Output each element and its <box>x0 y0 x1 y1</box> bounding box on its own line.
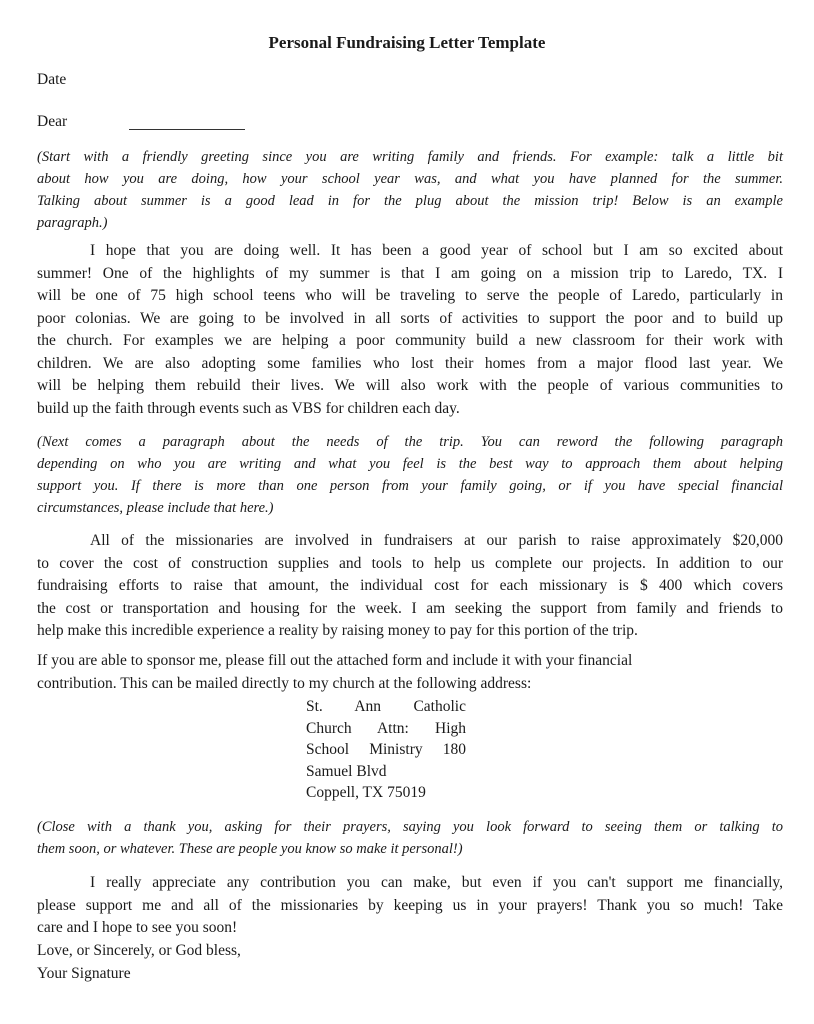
text-line: Talking about summer is a good lead in for the plug about the mission trip! Below is an example <box>37 193 783 209</box>
text-line: the cost or transportation and housing for the week. I am seeking the support from family and friends to <box>37 599 783 617</box>
text-line: to cover the cost of construction supplies and tools to help us complete our projects. In addition to our <box>37 554 783 572</box>
closing-block <box>37 940 783 985</box>
instruction-needs <box>37 431 783 519</box>
address-line: Samuel Blvd <box>306 762 387 780</box>
text-line: them soon, or whatever. These are people you know so make it personal!) <box>37 841 463 857</box>
document-title: Personal Fundraising Letter Template <box>268 33 546 52</box>
address-line: St. Ann Catholic <box>306 698 466 715</box>
signature-line: Your Signature <box>37 964 131 982</box>
text-line: paragraph.) <box>37 215 108 231</box>
text-line: poor colonias. We are going to be involved in all sorts of activities to support the poor and to build up <box>37 309 783 327</box>
text-line: children. We are also adopting some families who lost their homes from a major flood last year. We <box>37 354 783 372</box>
text-line: contribution. This can be mailed directly to my church at the following address: <box>37 674 532 692</box>
text-line: care and I hope to see you soon! <box>37 919 238 936</box>
instruction-closing <box>37 816 783 860</box>
dear-label: Dear <box>37 113 68 130</box>
text-line: will be helping them rebuild their lives. We will also work with the people of various communities to <box>37 377 783 394</box>
text-line: build up the faith through events such as VBS for children each day. <box>37 399 460 417</box>
text-line: I really appreciate any contribution you can make, but even if you can't support me financially, <box>90 874 783 891</box>
text-line: (Start with a friendly greeting since you are writing family and friends. For example: talk a little bit <box>37 149 783 165</box>
paragraph-thanks <box>37 872 783 940</box>
text-line: about how you are doing, how your school year was, and what you have planned for the summer. <box>37 171 783 187</box>
text-line: All of the missionaries are involved in fundraisers at our parish to raise approximately $20,000 <box>90 532 783 549</box>
text-line: depending on who you are writing and what you feel is the best way to approach them about helping <box>37 456 783 472</box>
address-line: School Ministry 180 <box>306 741 466 758</box>
text-line: fundraising efforts to raise that amount, the individual cost for each missionary is $ 400 which covers <box>37 577 783 594</box>
text-line: I hope that you are doing well. It has been a good year of school but I am so excited about <box>90 242 783 259</box>
text-line: (Next comes a paragraph about the needs of the trip. You can reword the following paragraph <box>37 434 783 450</box>
paragraph-intro <box>37 240 783 420</box>
address-line: Church Attn: High <box>306 719 466 737</box>
text-line: the church. For examples we are helping a poor community build a new classroom for their work with <box>37 332 783 349</box>
text-line: help make this incredible experience a reality by raising money to pay for this portion of the trip. <box>37 622 638 639</box>
church-address <box>306 696 466 804</box>
instruction-greeting <box>37 146 783 234</box>
text-line: summer! One of the highlights of my summer is that I am going on a mission trip to Laredo, TX. I <box>37 264 783 282</box>
text-line: (Close with a thank you, asking for their prayers, saying you look forward to seeing them or talking to <box>37 819 783 835</box>
paragraph-sponsor <box>37 650 783 695</box>
text-line: will be one of 75 high school teens who will be traveling to serve the people of Laredo, particularly in <box>37 287 783 304</box>
closing-line: Love, or Sincerely, or God bless, <box>37 942 241 959</box>
text-line: support you. If there is more than one person from your family going, or if you have special financial <box>37 478 783 494</box>
address-line: Coppell, TX 75019 <box>306 784 426 801</box>
dear-blank-line <box>129 129 245 130</box>
text-line: circumstances, please include that here.) <box>37 500 274 516</box>
paragraph-needs <box>37 530 783 643</box>
text-line: If you are able to sponsor me, please fill out the attached form and include it with your financial <box>37 652 633 669</box>
text-line: please support me and all of the missionaries by keeping us in your prayers! Thank you so much! Take <box>37 896 783 914</box>
date-label: Date <box>37 71 67 88</box>
